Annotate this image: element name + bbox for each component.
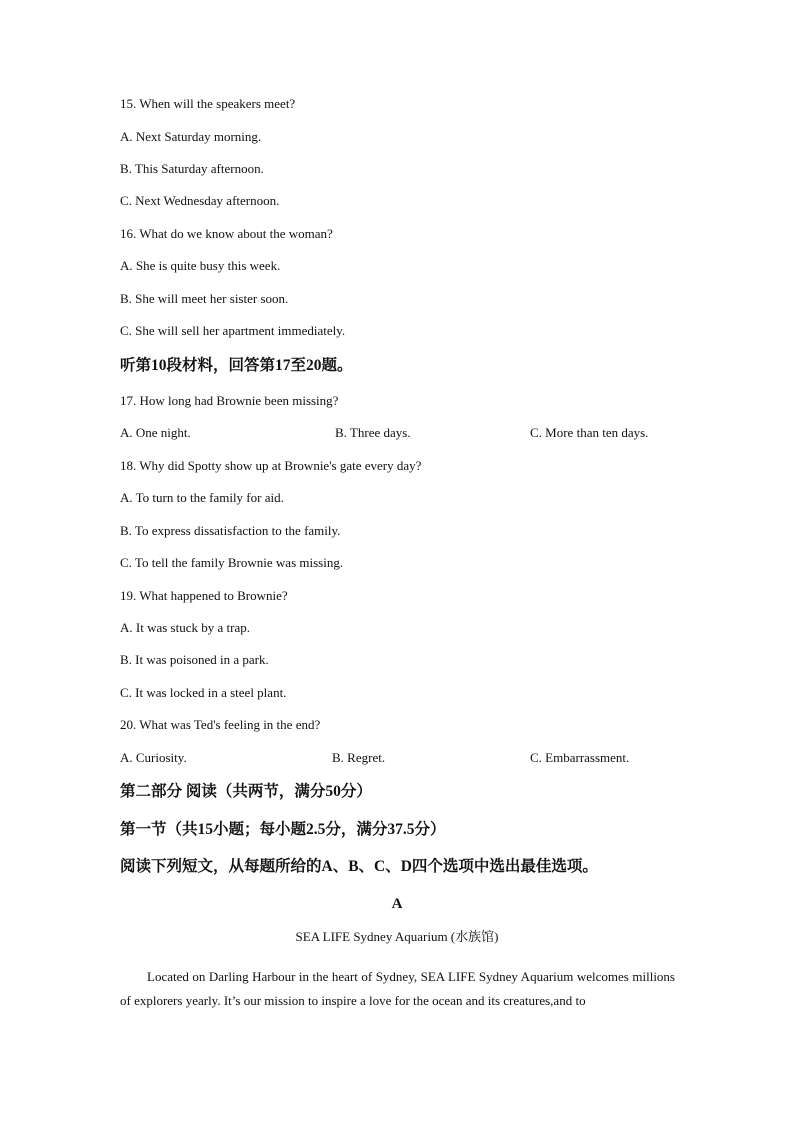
question-19-stem: 19. What happened to Brownie?	[120, 588, 288, 603]
question-16-option-c: C. She will sell her apartment immediately.	[120, 323, 346, 338]
question-18-stem: 18. Why did Spotty show up at Brownie's gate every day?	[120, 458, 422, 473]
question-15-option-c: C. Next Wednesday afternoon.	[120, 193, 280, 208]
section-10-heading: 听第10段材料，回答第17至20题。	[120, 357, 353, 374]
reading-section-heading: 第一节（共15小题；每小题2.5分，满分37.5分）	[120, 821, 446, 838]
question-16-option-b: B. She will meet her sister soon.	[120, 291, 289, 306]
question-17-stem: 17. How long had Brownie been missing?	[120, 393, 339, 408]
question-17-option-c: C. More than ten days.	[530, 425, 649, 440]
question-18-option-c: C. To tell the family Brownie was missing.	[120, 555, 344, 570]
question-19-option-a: A. It was stuck by a trap.	[120, 620, 250, 635]
passage-letter: A	[391, 896, 403, 912]
question-17-option-b: B. Three days.	[335, 425, 411, 440]
question-18-option-b: B. To express dissatisfaction to the family.	[120, 523, 341, 538]
question-17-option-a: A. One night.	[120, 425, 191, 440]
reading-part-heading: 第二部分 阅读（共两节，满分50分）	[120, 783, 372, 800]
question-19-option-c: C. It was locked in a steel plant.	[120, 685, 287, 700]
question-16-stem: 16. What do we know about the woman?	[120, 226, 333, 241]
question-20-option-a: A. Curiosity.	[120, 750, 187, 765]
passage-paragraph: Located on Darling Harbour in the heart of Sydney, SEA LIFE Sydney Aquarium welcomes millions of explorers yearly. It’s our mission to inspire a love for the ocean and its creatures,and to	[120, 969, 675, 1008]
question-20-option-b: B. Regret.	[332, 750, 386, 765]
question-20-option-c: C. Embarrassment.	[530, 750, 630, 765]
question-15-option-b: B. This Saturday afternoon.	[120, 161, 264, 176]
question-15-stem: 15. When will the speakers meet?	[120, 96, 296, 111]
question-15-option-a: A. Next Saturday morning.	[120, 129, 262, 144]
question-20-stem: 20. What was Ted's feeling in the end?	[120, 717, 321, 732]
question-18-option-a: A. To turn to the family for aid.	[120, 490, 284, 505]
passage-body	[120, 965, 675, 1013]
question-19-option-b: B. It was poisoned in a park.	[120, 652, 269, 667]
passage-title: SEA LIFE Sydney Aquarium (水族馆)	[295, 929, 499, 944]
question-16-option-a: A. She is quite busy this week.	[120, 258, 281, 273]
reading-instruction: 阅读下列短文，从每题所给的A、B、C、D四个选项中选出最佳选项。	[120, 858, 598, 875]
